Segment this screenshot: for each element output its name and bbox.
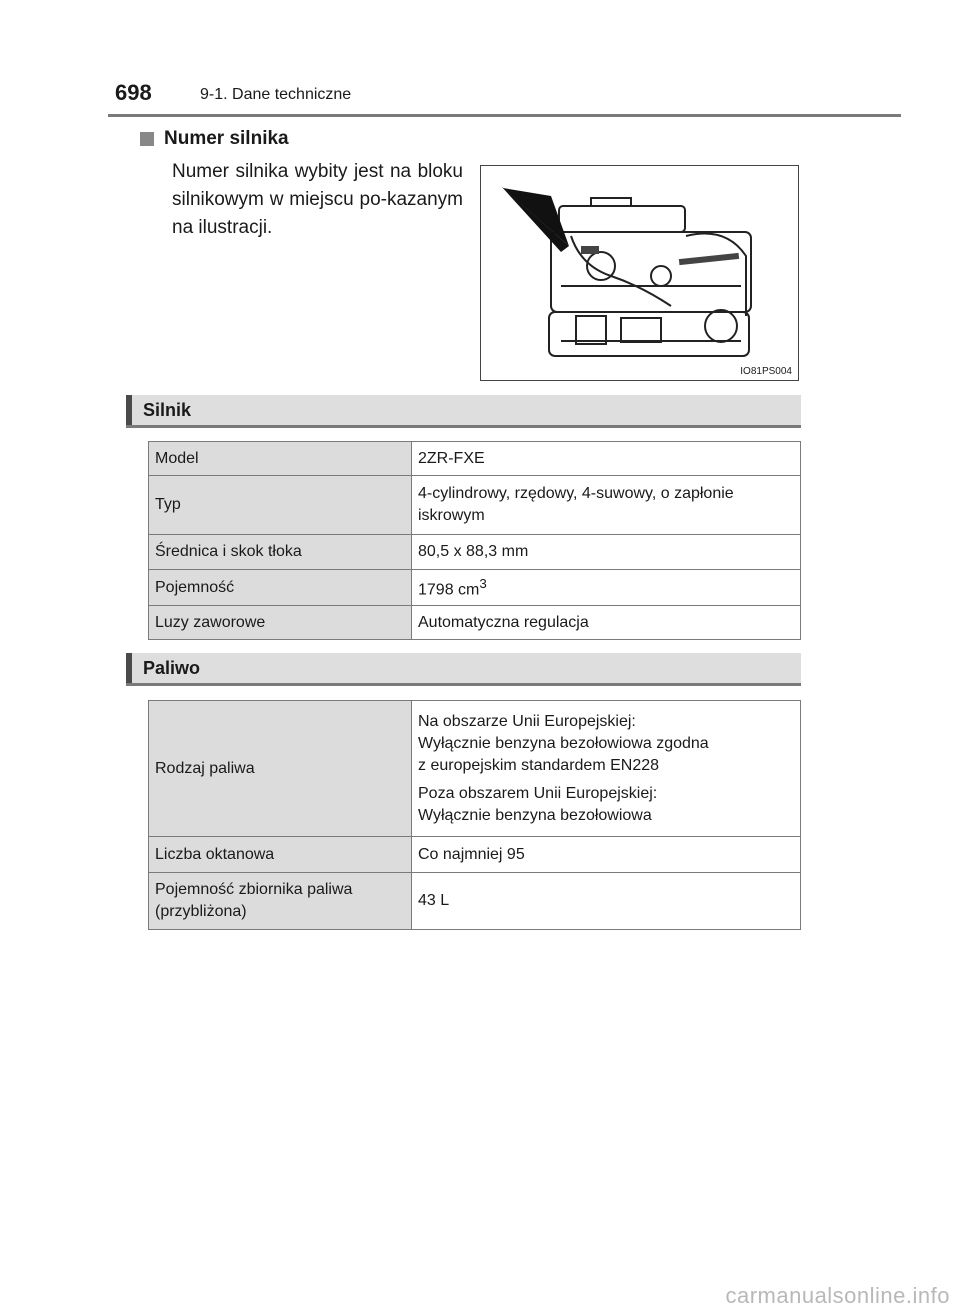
page-header: [0, 0, 960, 118]
watermark: carmanualsonline.info: [725, 1283, 950, 1308]
table-value: [412, 701, 801, 837]
table-row: [149, 570, 801, 606]
table-value: Co najmniej 95: [412, 837, 801, 873]
table-row: [149, 837, 801, 873]
table-value: [412, 570, 801, 606]
table-key: Typ: [149, 476, 412, 535]
engine-drawing: [481, 166, 798, 380]
table-key: [149, 873, 412, 930]
header-rule: [108, 114, 901, 117]
section-title-engine: Silnik: [143, 400, 192, 420]
table-key: Luzy zaworowe: [149, 606, 412, 640]
value-line: 4-cylindrowy, rzędowy, 4-suwowy, o zapłonie: [418, 485, 734, 502]
value-line: z europejskim standardem EN228: [418, 756, 660, 774]
table-row: [149, 442, 801, 476]
value-superscript: 3: [479, 576, 487, 592]
table-value: 2ZR-FXE: [412, 442, 801, 476]
section-band-fuel: [126, 653, 801, 686]
table-key: Pojemność: [149, 570, 412, 606]
value-line: Na obszarze Unii Europejskiej:: [418, 712, 636, 730]
engine-number-text: Numer silnika wybity jest na bloku silnikowym w miejscu po-kazanym na ilustracji.: [172, 161, 463, 238]
table-key: Średnica i skok tłoka: [149, 535, 412, 570]
table-value: Automatyczna regulacja: [412, 606, 801, 640]
page-number: 698: [115, 80, 152, 105]
key-line: Pojemność zbiornika paliwa: [155, 881, 353, 898]
table-value: 80,5 x 88,3 mm: [412, 535, 801, 570]
engine-table: [148, 441, 801, 640]
figure-code: IO81PS004: [740, 366, 792, 377]
fuel-table: [148, 700, 801, 930]
table-row: [149, 873, 801, 930]
table-row: [149, 476, 801, 535]
table-value: [412, 476, 801, 535]
table-row: [149, 606, 801, 640]
table-key: Rodzaj paliwa: [149, 701, 412, 837]
table-row: [149, 701, 801, 837]
band-accent-bar: [126, 395, 132, 425]
value-block: [418, 783, 800, 827]
section-title-fuel: Paliwo: [143, 658, 201, 678]
engine-illustration: [480, 165, 799, 381]
section-band-engine: [126, 395, 801, 428]
value-line: Wyłącznie benzyna bezołowiowa: [418, 806, 652, 824]
table-row: [149, 535, 801, 570]
table-value: 43 L: [412, 873, 801, 930]
value-line: iskrowym: [418, 507, 485, 524]
engine-number-heading: [140, 128, 289, 150]
value-line: Poza obszarem Unii Europejskiej:: [418, 784, 658, 802]
table-key: Model: [149, 442, 412, 476]
value-block: [418, 711, 800, 777]
value-line: Wyłącznie benzyna bezołowiowa zgodna: [418, 734, 709, 752]
key-line: (przybliżona): [155, 903, 247, 920]
square-bullet-icon: [140, 132, 154, 146]
engine-number-title: Numer silnika: [164, 128, 289, 149]
chapter-title: 9-1. Dane techniczne: [200, 86, 352, 103]
band-accent-bar: [126, 653, 132, 683]
table-key: Liczba oktanowa: [149, 837, 412, 873]
value-text: 1798 cm: [418, 581, 480, 599]
